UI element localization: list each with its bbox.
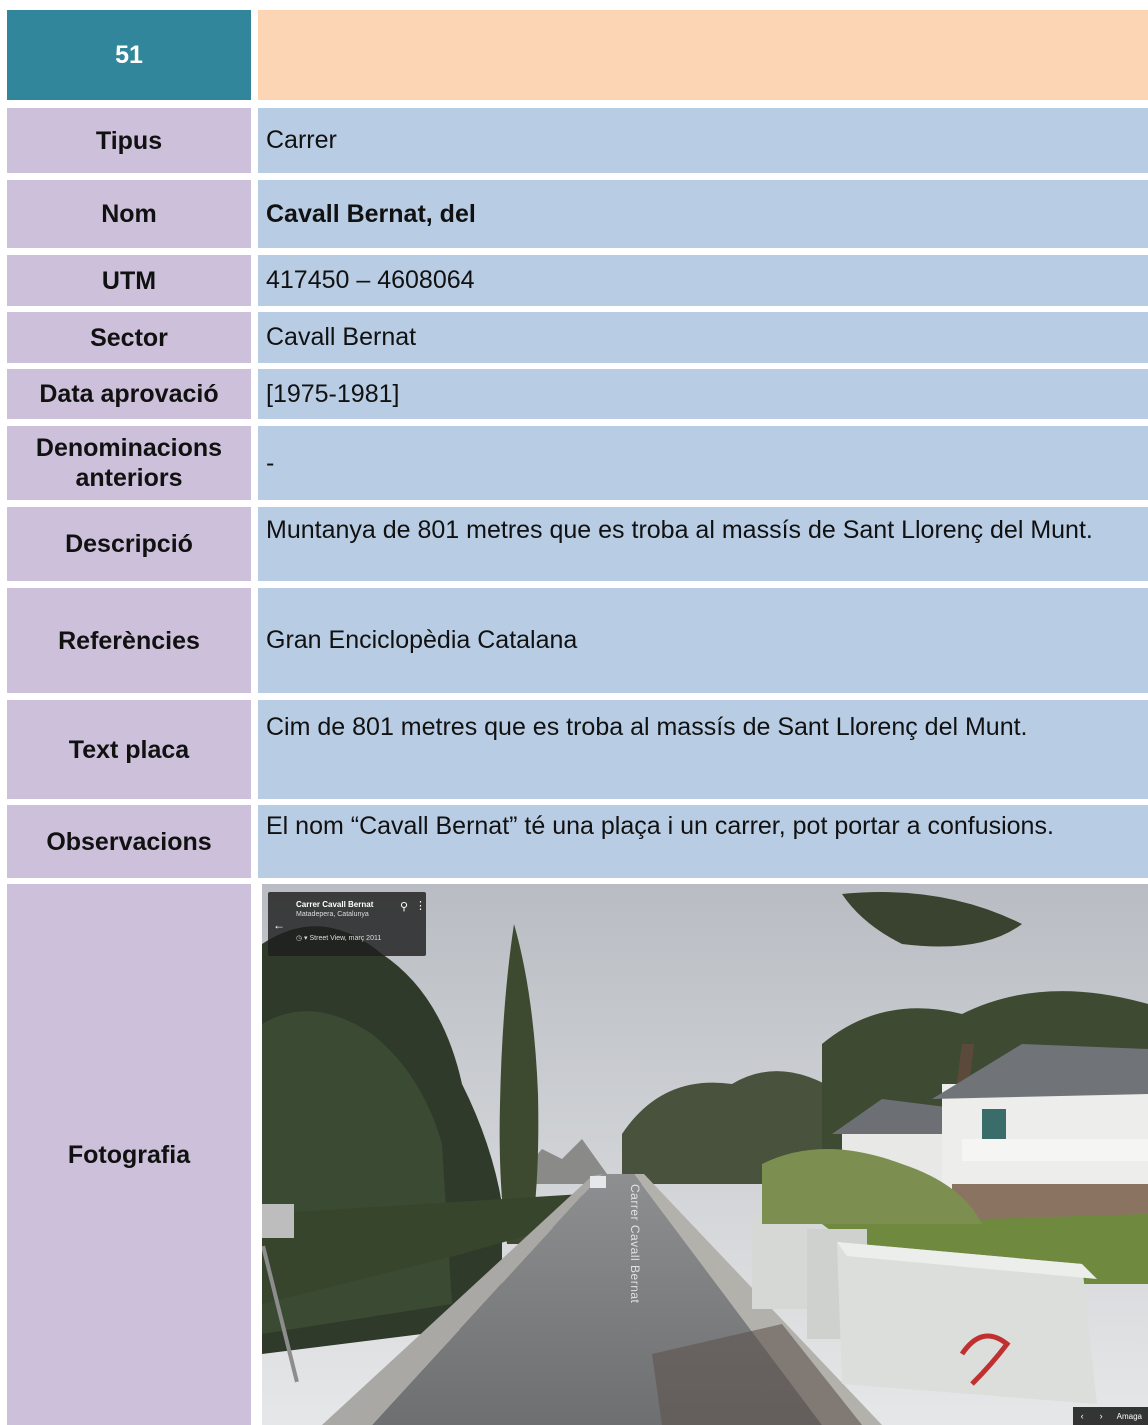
clock-icon: ◷ ▾ [296,935,310,942]
street-view-photo [262,884,1148,1425]
value-denominacions-anteriors-text: - [266,448,275,477]
label-descripcio-text: Descripció [65,530,193,558]
nav-next-button[interactable]: › [1099,1411,1103,1421]
label-text-placa-text: Text placa [68,735,190,764]
back-arrow-icon[interactable]: ← [273,918,285,932]
label-referencies-text: Referències [58,626,200,655]
label-descripcio [7,507,251,581]
value-sector-text: Cavall Bernat [266,323,417,351]
street-view-history[interactable] [296,934,381,942]
value-denominacions-anteriors [258,426,1148,500]
label-denominacions-anteriors [7,426,251,500]
label-text-placa [7,700,251,799]
street-view-title: Carrer Cavall Bernat [296,900,374,909]
label-tipus-text: Tipus [95,126,163,155]
record-number [7,10,251,100]
value-observacions-text: El nom “Cavall Bernat” té una plaça i un carrer, pot portar a confusions. [266,812,1054,840]
value-utm [258,255,1148,306]
label-observacions-text: Observacions [46,827,212,856]
label-fotografia [7,884,251,1425]
label-data-aprovacio [7,369,251,419]
pin-icon[interactable]: ⚲ [400,901,409,913]
nav-prev-button[interactable]: ‹ [1080,1411,1084,1421]
label-fotografia-text: Fotografia [67,1140,191,1169]
record-header-bar [258,10,1148,100]
hide-button[interactable]: Amaga [1116,1411,1142,1421]
label-nom-text: Nom [101,200,157,228]
value-descripcio-text: Muntanya de 801 metres que es troba al massís de Sant Llorenç del Munt. [266,516,1093,544]
label-observacions [7,805,251,878]
label-sector-text: Sector [90,323,168,352]
street-scene-illustration [262,884,1148,1425]
street-view-nav [1073,1407,1148,1425]
road-name-overlay: Carrer Cavall Bernat [628,1184,642,1304]
street-view-history-text: Street View, març 2011 [309,935,382,942]
value-nom [258,180,1148,248]
value-descripcio [258,507,1148,581]
value-tipus-text: Carrer [266,126,337,154]
value-text-placa-text: Cim de 801 metres que es troba al massís de Sant Llorenç del Munt. [266,713,1028,741]
value-utm-text: 417450 – 4608064 [266,266,475,294]
record-number-text: 51 [115,40,143,69]
label-referencies [7,588,251,693]
value-nom-text: Cavall Bernat, del [266,199,476,228]
label-nom [7,180,251,248]
more-vert-icon[interactable]: ⋮ [415,900,426,912]
value-observacions [258,805,1148,878]
value-data-aprovacio [258,369,1148,419]
value-tipus [258,108,1148,173]
street-view-info-card[interactable] [268,892,426,956]
label-sector [7,312,251,363]
label-utm-text: UTM [101,266,157,295]
label-utm [7,255,251,306]
value-referencies [258,588,1148,693]
value-referencies-text: Gran Enciclopèdia Catalana [266,626,578,654]
label-data-aprovacio-text: Data aprovació [39,380,219,408]
label-denominacions-anteriors-text: Denominacions anteriors [35,434,223,492]
label-tipus [7,108,251,173]
value-text-placa [258,700,1148,799]
street-view-subtitle: Matadepera, Catalunya [296,911,369,918]
value-data-aprovacio-text: [1975-1981] [266,379,400,408]
value-sector [258,312,1148,363]
